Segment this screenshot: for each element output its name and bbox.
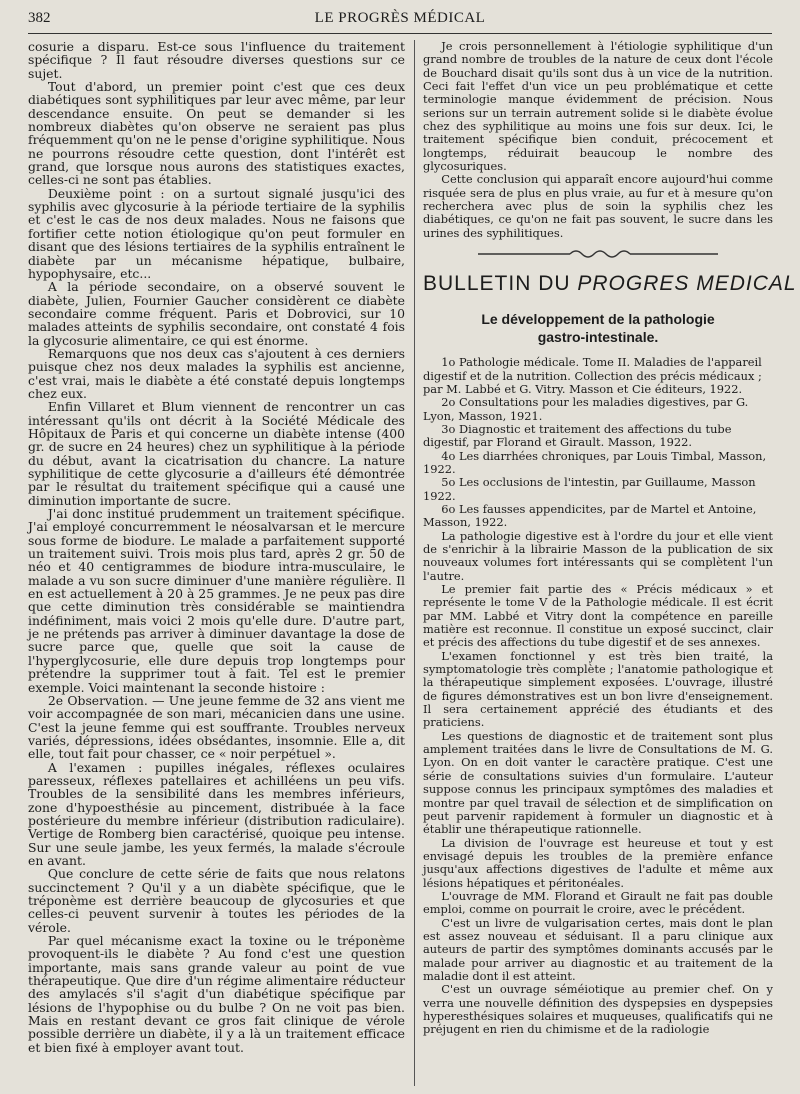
paragraph: J'ai donc institué prudemment un traitement spécifique. J'ai employé concurremment le néosalvarsan et le mercure sous forme de biodure. Le malade a parfaitement supporté un traitement suivi. Trois mois plus tard, après 2 gr. 50 de néo et 40 centigrammes de biodure intra-musculaire, le malade a vu son sucre diminuer d'une manière régulière. Il en est actuellement à 20 à 25 grammes. Je ne peux pas dire que cette diminution très considérable se maintiendra indéfiniment, mais voici 2 mois qu'elle dure. D'autre part, je ne prétends pas arriver à diminuer davantage la dose de sucre parce que, quelle que soit la cause de l'hyperglycosurie, elle dure depuis trop longtemps pour prétendre la supprimer tout à fait. Tel est le premier exemple. Voici maintenant la seconde histoire :	[28, 506, 405, 695]
paragraph: A l'examen : pupilles inégales, réflexes oculaires paresseux, réflexes patellaires et achilléens un peu vifs. Troubles de la sensibilité dans les membres inférieurs, zone d'hypoesthésie au pincement, distribuée à la face postérieure du membre inférieur (distribution radiculaire). Vertige de Romberg bien caractérisé, quoique peu intense. Sur une seule jambe, les yeux fermés, la malade s'écroule en avant.	[28, 759, 405, 868]
running-title: LE PROGRÈS MÉDICAL	[314, 10, 486, 26]
paragraph: Cette conclusion qui apparaît encore aujourd'hui comme risquée sera de plus en plus vraie, au fur et à mesure qu'on recherchera avec plus de soin la syphilis chez les diabétiques, ce qu'on ne fait pas souvent, le sucre dans les urines des syphilitiques.	[423, 172, 773, 240]
ornament-divider	[423, 240, 773, 268]
column-divider	[414, 40, 415, 1086]
left-column	[28, 40, 405, 1090]
paragraph: C'est un livre de vulgarisation certes, mais dont le plan est assez nouveau et séduisant. Il a paru clinique aux auteurs de partir des symptômes dominants accusés par le malade pour arriver au diagnostic et au traitement de la maladie dont il est atteint.	[423, 915, 773, 983]
paragraph: L'examen fonctionnel y est très bien traité, la symptomatologie très complète ; l'anatomie pathologique et la thérapeutique simplement exposées. L'ouvrage, illustré de figures démonstratives est un bon livre d'enseignement. Il sera certainement apprécié des étudiants et des praticiens.	[423, 648, 773, 730]
reference-item: 6o Les fausses appendicites, par de Martel et Antoine, Masson, 1922.	[423, 501, 757, 530]
paragraph: Le premier fait partie des « Précis médicaux » et représente le tome V de la Pathologie médicale. Il est écrit par MM. Labbé et Vitry dont la compétence en pareille matière est reconnue. Il constitue un exposé succinct, clair et précis des affections du tube digestif et de ses annexes.	[423, 582, 773, 650]
reference-item: 3o Diagnostic et traitement des affections du tube digestif, par Florand et Girault. Masson, 1922.	[423, 421, 732, 450]
paragraph: Que conclure de cette série de faits que nous relatons succinctement ? Qu'il y a un diabète spécifique, que le tréponème est derrière beaucoup de glycosuries et que celles-ci peuvent survenir à toutes les périodes de la vérole.	[28, 866, 405, 935]
article-title-line: Le développement de la pathologie	[481, 311, 715, 328]
reference-list	[423, 356, 773, 529]
header-rule	[28, 33, 772, 34]
paragraph: La division de l'ouvrage est heureuse et tout y est envisagé depuis les troubles de la première enfance jusqu'aux affections digestives de l'adulte et même aux lésions hépatiques et péritonéales.	[423, 835, 773, 890]
reference-item: 4o Les diarrhées chroniques, par Louis Timbal, Masson, 1922.	[423, 448, 767, 476]
reference-item: 5o Les occlusions de l'intestin, par Guillaume, Masson 1922.	[423, 475, 756, 503]
page-header	[28, 8, 772, 32]
bulletin-heading	[423, 272, 797, 296]
paragraph: Enfin Villaret et Blum viennent de rencontrer un cas intéressant qu'ils ont décrit à la Société Médicale des Hôpitaux de Paris et qui concerne un diabète intense (400 gr. de sucre en 24 heures) chez un syphilitique à la période du début, avant la cicatrisation du chancre. La nature syphilitique de cette glycosurie a d'ailleurs été démontrée par le résultat du traitement spécifique qui a causé une diminution importante de sucre.	[28, 399, 405, 508]
article-title	[423, 310, 773, 346]
paragraph: L'ouvrage de MM. Florand et Girault ne fait pas double emploi, comme on pourrait le croire, avec le précédent.	[423, 888, 773, 917]
bulletin-heading-part1: BULLETIN DU	[423, 272, 578, 296]
observation-paragraph: 2e Observation. — Une jeune femme de 32 ans vient me voir accompagnée de son mari, mécanicien dans une usine. C'est la jeune femme qui est souffrante. Troubles nerveux variés, dépressions, idées obsédantes, insomnie. Elle a, dit elle, tout fait pour chasser, ce « noir perpétuel ».	[28, 692, 405, 762]
reference-item: 2o Consultations pour les maladies digestives, par G. Lyon, Masson, 1921.	[423, 395, 749, 423]
paragraph: Je crois personnellement à l'étiologie syphilitique d'un grand nombre de troubles de la nature de ceux dont l'école de Bouchard disait qu'ils sont dus à un vice de la nutrition. Ceci fait l'effet d'un vice un peu problématique et cette terminologie manque évidemment de précision. Nous serions sur un terrain autrement solide si le diabète évolue chez des syphilitique au moins une fois sur deux. Ici, le traitement spécifique bien conduit, précocement et longtemps, réduirait beaucoup le nombre des glycosuriques.	[423, 39, 773, 174]
paragraph: Deuxième point : on a surtout signalé jusqu'ici des syphilis avec glycosurie à la période tertiaire de la syphilis et c'est le cas de nos deux malades. Nous ne faisons que fortifier cette notion étiologique qu'on peut formuler en disant que des lésions tertiaires de la syphilis entraînent le diabète par un mécanisme hépatique, bulbaire, hypophysaire, etc...	[28, 185, 405, 281]
right-column	[423, 39, 797, 1090]
ornament-rule-icon	[478, 248, 718, 260]
paragraph: La pathologie digestive est à l'ordre du jour et elle vient de s'enrichir à la librairie Masson de la publication de six nouveaux volumes fort intéressants qui se complètent l'un l'autre.	[423, 528, 773, 583]
paragraph: A la période secondaire, on a observé souvent le diabète, Julien, Fournier Gaucher considèrent ce diabète secondaire comme fréquent. Paris et Dobrovici, sur 10 malades atteints de syphilis secondaire, ont constaté 4 fois la glycosurie alimentaire, ce qui est énorme.	[28, 279, 405, 348]
paragraph: Tout d'abord, un premier point c'est que ces deux diabétiques sont syphilitiques par leur avec même, par leur descendance ensuite. On peut se demander si les nombreux diabètes qu'on observe ne seraient pas plus fréquemment qu'on ne le pense d'origine syphilitique. Nous ne pourrons résoudre cette question, dont l'intérêt est grand, que lorsque nous aurons des statistiques exactes, celles-ci ne sont pas établies.	[28, 79, 405, 188]
paragraph: C'est un ouvrage séméiotique au premier chef. On y verra une nouvelle définition des dyspepsies en dyspepsies hyperesthésiques solaires et muqueuses, qualificatifs qui ne préjugent en rien du chimisme et de la radiologie	[423, 982, 773, 1037]
paragraph: Les questions de diagnostic et de traitement sont plus amplement traitées dans le livre de Consultations de M. G. Lyon. On en doit vanter le caractère pratique. C'est une série de consultations suivies d'un formulaire. L'auteur suppose connus les principaux symptômes des maladies et montre par quel travail de sélection et de simplification on peut parvenir rapidement à formuler un diagnostic et à établir une thérapeutique rationnelle.	[423, 728, 773, 837]
article-title-line: gastro-intestinale.	[537, 329, 659, 346]
bulletin-heading-part2: PROGRES MEDICAL	[577, 272, 797, 296]
paragraph: Par quel mécanisme exact la toxine ou le tréponème provoquent-ils le diabète ? Au fond c'est une question importante, mais sans grande valeur au point de vue thérapeutique. Que dire d'un régime alimentaire réducteur des amylacés s'il s'agit d'un diabétique spécifique par lésions de l'hypophise ou du bulbe ? On ne voit pas bien. Mais en restant devant ce gros fait clinique de vérole possible derrière un diabète, il y a là un traitement efficace et bien fixé à employer avant tout.	[28, 933, 405, 1055]
reference-item: 1o Pathologie médicale. Tome II. Maladies de l'appareil digestif et de la nutrition. Collection des précis médicaux ; par M. Labbé et G. Vitry. Masson et Cie éditeurs, 1922.	[423, 355, 762, 396]
paragraph: Remarquons que nos deux cas s'ajoutent à ces derniers puisque chez nos deux malades la syphilis est ancienne, c'est vrai, mais le diabète a été constaté depuis longtemps chez eux.	[28, 345, 405, 401]
paragraph: cosurie a disparu. Est-ce sous l'influence du traitement spécifique ? Il faut résoudre diverses questions sur ce sujet.	[28, 39, 405, 81]
page-number: 382	[28, 10, 51, 26]
